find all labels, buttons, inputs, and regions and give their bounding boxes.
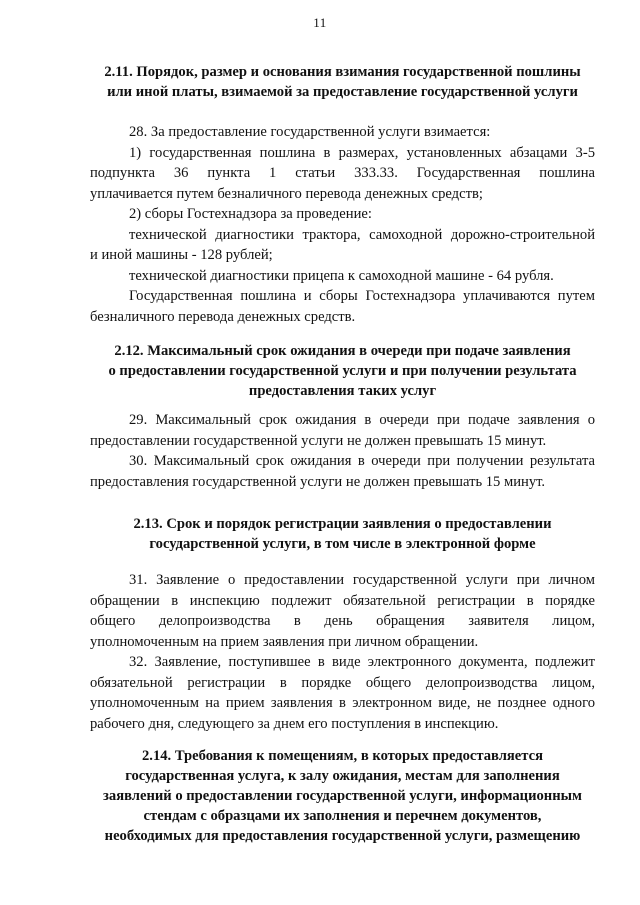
heading-line: государственной услуги, в том числе в электронной форме	[149, 536, 536, 552]
paragraph-28-final	[90, 286, 595, 327]
text-line: 32. Заявление, поступившее в виде электронного документа, подлежит	[129, 654, 595, 670]
text-line: уплачивается путем безналичного перевода денежных средств;	[90, 185, 483, 202]
text-line: общего делопроизводства в день обращения заявителя лицом,	[90, 613, 595, 629]
text-line: предоставления государственной услуги не должен превышать 15 минут.	[90, 473, 546, 490]
heading-line: необходимых для предоставления государственной услуги, размещению	[104, 828, 581, 844]
heading-line: о предоставлении государственной услуги и при получении результата	[108, 363, 577, 379]
heading-line: 2.12. Максимальный срок ожидания в очереди при подаче заявления	[114, 343, 571, 359]
text-line: 1) государственная пошлина в размерах, установленных абзацами 3-5	[129, 144, 595, 161]
heading-line: или иной платы, взимаемой за предоставление государственной услуги	[107, 84, 578, 100]
heading-line: предоставления таких услуг	[248, 383, 437, 399]
text-line: 28. За предоставление государственной услуги взимается:	[129, 124, 491, 140]
text-line: Государственная пошлина и сборы Гостехнадзора уплачиваются путем	[129, 288, 595, 304]
text-line: рабочего дня, следующего за днем его поступления в инспекцию.	[90, 715, 499, 732]
page-number: 11	[313, 15, 327, 30]
heading-line: государственная услуга, к залу ожидания, местам для заполнения	[125, 768, 560, 784]
paragraph-28-item-1	[90, 143, 595, 205]
section-2-11-body	[90, 122, 595, 327]
text-line: 30. Максимальный срок ожидания в очереди при получении результата	[129, 453, 595, 469]
text-line: 29. Максимальный срок ожидания в очереди при подаче заявления о	[129, 412, 595, 428]
paragraph-29	[90, 410, 595, 451]
heading-line: 2.13. Срок и порядок регистрации заявления о предоставлении	[133, 516, 552, 532]
text-line: обращении в инспекцию подлежит обязательной регистрации в порядке	[90, 592, 595, 609]
text-line: и иной машины - 128 рублей;	[90, 247, 273, 263]
paragraph-32	[90, 652, 595, 734]
text-line: уполномоченным на прием заявления в электронном виде, не позднее одного	[90, 695, 595, 711]
text-line: технической диагностики трактора, самоходной дорожно-строительной	[129, 226, 595, 243]
heading-line: 2.14. Требования к помещениям, в которых предоставляется	[142, 748, 543, 764]
paragraph-30	[90, 451, 595, 492]
heading-line: стендам с образцами их заполнения и перечнем документов,	[143, 808, 542, 824]
heading-line: 2.11. Порядок, размер и основания взимания государственной пошлины	[104, 64, 581, 80]
section-2-12-body	[90, 410, 595, 492]
section-2-11-heading	[90, 62, 595, 102]
section-2-12-heading	[90, 341, 595, 401]
text-line: предоставлении государственной услуги не должен превышать 15 минут.	[90, 432, 547, 449]
section-2-14-heading	[90, 746, 595, 846]
paragraph-28-item-2a	[90, 225, 595, 266]
heading-line: заявлений о предоставлении государственной услуги, информационным	[103, 788, 582, 804]
text-line: безналичного перевода денежных средств.	[90, 308, 356, 325]
text-line: уполномоченным на прием заявления при личном обращении.	[90, 633, 479, 650]
text-line: технической диагностики прицепа к самоходной машине - 64 рубля.	[129, 267, 554, 284]
text-line: обязательной регистрации в порядке общего делопроизводства лицом,	[90, 674, 595, 691]
text-line: 31. Заявление о предоставлении государственной услуги при личном	[129, 572, 595, 588]
section-2-13-heading	[90, 514, 595, 554]
paragraph-31	[90, 570, 595, 652]
text-line: 2) сборы Гостехнадзора за проведение:	[129, 206, 372, 222]
paragraph-28-item-2b	[90, 266, 595, 287]
paragraph-28-intro	[90, 122, 595, 143]
section-2-13-body	[90, 570, 595, 734]
text-line: подпункта 36 пункта 1 статьи 333.33. Государственная пошлина	[90, 165, 595, 181]
paragraph-28-item-2	[90, 204, 595, 225]
